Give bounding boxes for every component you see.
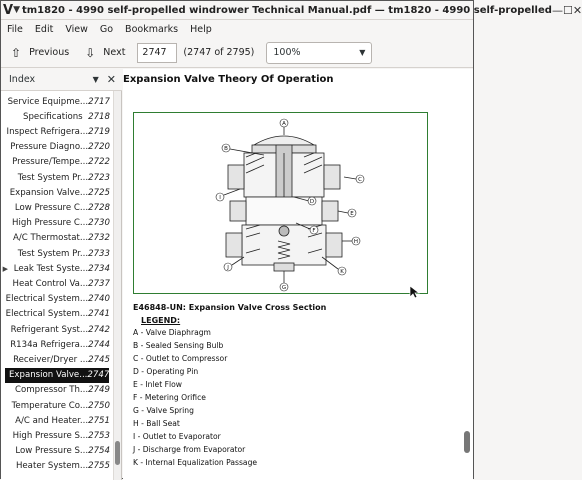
toc-item[interactable] [1,383,113,398]
toc-item-label: High Pressure C... [12,218,89,229]
toc-item-page: 2741 [88,309,110,320]
toc-item-label: Compressor Th... [15,385,89,396]
page-count: (2747 of 2795) [183,47,255,58]
toc-item[interactable] [1,155,113,170]
callout-d: D [309,199,315,205]
menu-help[interactable]: Help [190,23,212,35]
toc-item-label: Heater System... [15,461,89,472]
callout-k: K [340,269,344,275]
toc-item-page: 2744 [88,339,110,350]
toc-item[interactable] [1,261,113,276]
page-number-input[interactable]: 2747 [137,43,177,63]
toc-item-page: 2718 [88,111,110,122]
toc-item-page: 2734 [88,263,110,274]
next-button[interactable] [79,41,131,65]
toc-item-page: 2750 [88,400,110,411]
toc-item[interactable] [1,170,113,185]
toc-item[interactable] [1,413,113,428]
toc-item-page: 2755 [88,461,110,472]
menu-edit[interactable]: Edit [34,23,54,35]
toc-item[interactable] [1,216,113,231]
legend-item: D - Operating Pin [133,367,199,376]
toc-item[interactable] [1,337,113,352]
toc-item[interactable] [1,292,113,307]
legend-item: B - Sealed Sensing Bulb [133,341,224,350]
toc-item-label: A/C Thermostat... [12,233,89,244]
toc-item-page: 2749 [88,385,110,396]
callout-j: J [227,265,229,271]
toc-item[interactable] [1,307,113,322]
toc-item-label: Receiver/Dryer ... [13,354,89,365]
toc-item-label: Expansion Valve... [9,370,88,381]
expansion-valve-diagram [134,113,427,293]
previous-button[interactable] [5,41,75,65]
title-bar [1,1,582,20]
toc-item-label: Test System Pr... [17,172,89,183]
toc-item-page: 2745 [88,354,110,365]
toc-item[interactable] [1,428,113,443]
toc-item-page: 2730 [88,218,110,229]
toc-item[interactable] [1,185,113,200]
close-window-button[interactable]: ✕ [572,3,582,17]
toc-item-page: 2753 [88,430,110,441]
sidebar-header [1,69,122,91]
toc-item-page: 2725 [88,187,110,198]
arrow-up-icon: ⇧ [11,45,22,60]
toc-item-page: 2723 [88,172,110,183]
menu-file[interactable]: File [7,23,23,35]
legend-item: H - Ball Seat [133,419,180,428]
sidebar-scrollbar[interactable] [113,91,121,480]
legend-item: I - Outlet to Evaporator [133,432,221,441]
callout-a: A [282,121,286,127]
maximize-button[interactable]: ☐ [562,3,573,17]
toc-item-label: Pressure/Tempe... [12,157,89,168]
legend-item: C - Outlet to Compressor [133,354,228,363]
toc-item[interactable] [5,368,109,383]
toc-item-page: 2728 [88,202,110,213]
toc-item[interactable] [1,352,113,367]
toc-item-label: Leak Test Syste... [13,263,89,274]
figure-caption: E46848-UN: Expansion Valve Cross Section [133,303,327,312]
legend-item: A - Valve Diaphragm [133,328,211,337]
toc-item-label: Electrical System... [5,309,89,320]
callout-b: B [224,146,228,152]
legend-item: J - Discharge from Evaporator [133,445,246,454]
chevron-down-icon: ▼ [359,48,366,57]
toc-item[interactable] [1,231,113,246]
toc-item-label: Electrical System... [5,294,89,305]
legend-title: LEGEND: [141,316,181,325]
toc-item[interactable] [1,276,113,291]
toc-item-label: Low Pressure C... [14,202,89,213]
toc-item[interactable] [1,246,113,261]
toc-item-label: Temperature Co... [11,400,89,411]
toc-item-label: Test System Pr... [17,248,89,259]
toc-item-page: 2720 [88,142,110,153]
toc-item-page: 2717 [88,96,110,107]
document-view [123,69,473,480]
callout-h: H [353,239,359,245]
previous-label: Previous [29,47,70,58]
toc-item-page: 2740 [88,294,110,305]
toc-item-label: Refrigerant Syst... [10,324,89,335]
callout-f: F [312,228,316,234]
toc-item[interactable] [1,459,113,474]
zoom-value: 100% [273,47,301,58]
legend-item: G - Valve Spring [133,406,194,415]
index-sidebar [1,91,122,480]
toc-item-page: 2754 [88,446,110,457]
document-scrollbar-thumb[interactable] [464,431,470,453]
toc-item[interactable] [1,200,113,215]
legend-item: E - Inlet Flow [133,380,182,389]
expand-arrow-icon[interactable]: ▶ [2,264,9,273]
legend-item: F - Metering Orifice [133,393,206,402]
close-sidebar-icon[interactable]: ✕ [106,73,116,86]
legend-item: K - Internal Equalization Passage [133,458,258,467]
toc-item-label: A/C and Heater... [15,415,89,426]
sidebar-mode-chevron-icon[interactable]: ▼ [92,75,99,84]
toc-item-page: 2751 [88,415,110,426]
toc-item-label: Service Equipme... [7,96,89,107]
toolbar [1,38,473,68]
document-scrollbar[interactable] [463,69,471,480]
toc-item-page: 2747 [87,370,110,381]
toc-item-label: Expansion Valve... [9,187,89,198]
menu-bar [1,20,473,38]
window-title: tm1820 - 4990 self-propelled windrower Technical Manual.pdf — tm1820 - 4990 self-propelled [21,4,552,16]
toc-item-page: 2719 [88,126,110,137]
toc-item-label: Heat Control Va... [12,278,89,289]
toc-item-label: Pressure Diagno... [10,142,89,153]
toc-item-page: 2722 [88,157,110,168]
page-title: Expansion Valve Theory Of Operation [123,74,334,85]
toc-item-page: 2732 [88,233,110,244]
menu-view[interactable]: View [65,23,88,35]
toc-item-page: 2742 [88,324,110,335]
menu-bookmarks[interactable]: Bookmarks [125,23,179,35]
toc-item-label: R134a Refrigera... [10,339,89,350]
toc-item-label: Inspect Refrigera... [6,126,89,137]
toc-item-page: 2737 [88,278,110,289]
toc-item[interactable] [1,124,113,139]
toc-item-label: High Pressure S... [12,430,89,441]
zoom-select[interactable] [266,42,372,64]
app-logo-icon: V [3,2,14,18]
callout-g: G [281,285,287,291]
sidebar-scrollbar-thumb[interactable] [115,441,120,465]
toc-item[interactable] [1,94,113,109]
toc-item[interactable] [1,398,113,413]
callout-i: I [219,195,221,201]
next-label: Next [103,47,126,58]
toc-item-label: Specifications [23,111,83,122]
callout-e: E [350,211,354,217]
toc-item[interactable] [1,140,113,155]
toc-item-page: 2733 [88,248,110,259]
callout-c: C [358,177,362,183]
window-menu-chevron-icon[interactable]: ▼ [13,5,20,15]
minimize-button[interactable]: — [551,3,563,17]
sidebar-mode-label[interactable]: Index [9,74,36,85]
mouse-cursor-icon [409,285,419,299]
toc-item[interactable] [1,322,113,337]
figure-frame [133,112,428,294]
arrow-down-icon: ⇩ [85,45,96,60]
menu-go[interactable]: Go [99,23,114,35]
toc-item[interactable] [1,444,113,459]
toc-item-label: Low Pressure S... [15,446,89,457]
toc-item[interactable] [1,109,113,124]
